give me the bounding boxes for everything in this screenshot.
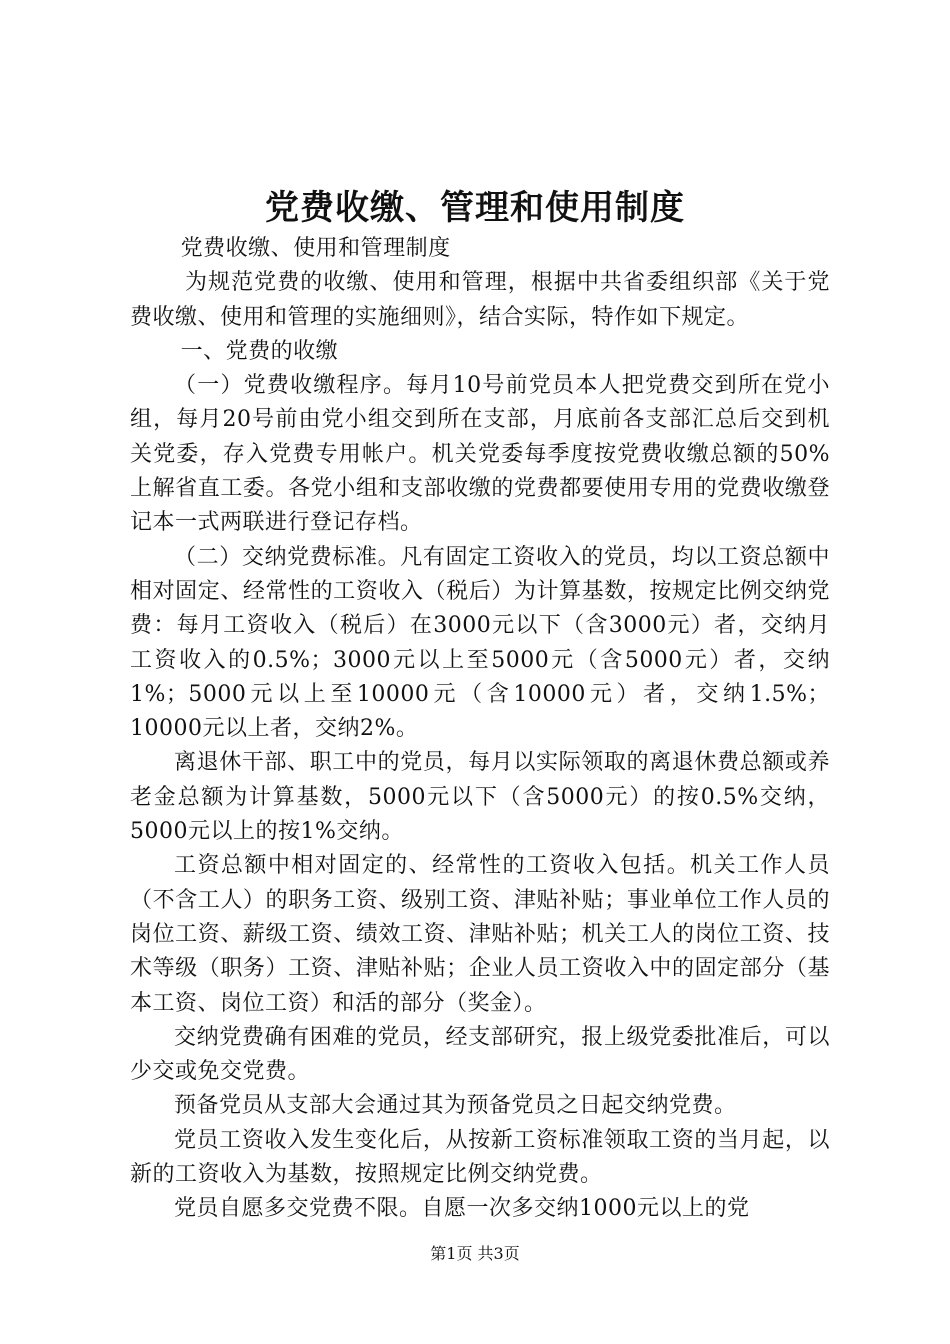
paragraph-subtitle: 党费收缴、使用和管理制度 <box>180 236 451 261</box>
page-footer: 第1页 共3页 <box>430 1244 520 1263</box>
section-heading-collection: 一、党费的收缴 <box>180 338 339 364</box>
paragraph-hardship: 交纳党费确有困难的党员，经支部研究，报上级党委批准后，可以少交或免交党费。 <box>130 1024 830 1085</box>
paragraph-intro: 为规范党费的收缴、使用和管理，根据中共省委组织部《关于党费收缴、使用和管理的实施细则》，结合实际，特作如下规定。 <box>130 270 830 330</box>
paragraph-voluntary: 党员自愿多交党费不限。自愿一次多交纳1000元以上的党 <box>174 1196 750 1222</box>
paragraph-salary-components: 工资总额中相对固定的、经常性的工资收入包括。机关工作人员（不含工人）的职务工资、级别工资、津贴补贴；事业单位工作人员的岗位工资、薪级工资、绩效工资、津贴补贴；机关工人的岗位工资、技术等级（职务）工资、津贴补贴；企业人员工资收入中的固定部分（基本工资、岗位工资）和活的部分（奖金）。 <box>130 853 830 1016</box>
paragraph-retirees: 离退休干部、职工中的党员，每月以实际领取的离退休费总额或养老金总额为计算基数，5000元以下（含5000元）的按0.5%交纳，5000元以上的按1%交纳。 <box>130 750 830 845</box>
paragraph-fee-standard: （二）交纳党费标准。凡有固定工资收入的党员，均以工资总额中相对固定、经常性的工资收入（税后）为计算基数，按规定比例交纳党费：每月工资收入（税后）在3000元以下（含3000元）者，交纳月工资收入的0.5%；3000元以上至5000元（含5000元）者，交纳1%；5000元以上至10000元（含10000元）者，交纳1.5%；10000元以上者，交纳2%。 <box>130 544 830 742</box>
paragraph-salary-change: 党员工资收入发生变化后，从按新工资标准领取工资的当月起，以新的工资收入为基数，按照规定比例交纳党费。 <box>130 1127 830 1188</box>
document-body <box>130 232 830 1227</box>
paragraph-probationary: 预备党员从支部大会通过其为预备党员之日起交纳党费。 <box>174 1093 737 1119</box>
document-title: 党费收缴、管理和使用制度 <box>265 188 685 228</box>
paragraph-collection-procedure: （一）党费收缴程序。每月10号前党员本人把党费交到所在党小组，每月20号前由党小组交到所在支部，月底前各支部汇总后交到机关党委，存入党费专用帐户。机关党委每季度按党费收缴总额的50%上解省直工委。各党小组和支部收缴的党费都要使用专用的党费收缴登记本一式两联进行登记存档。 <box>130 373 830 536</box>
